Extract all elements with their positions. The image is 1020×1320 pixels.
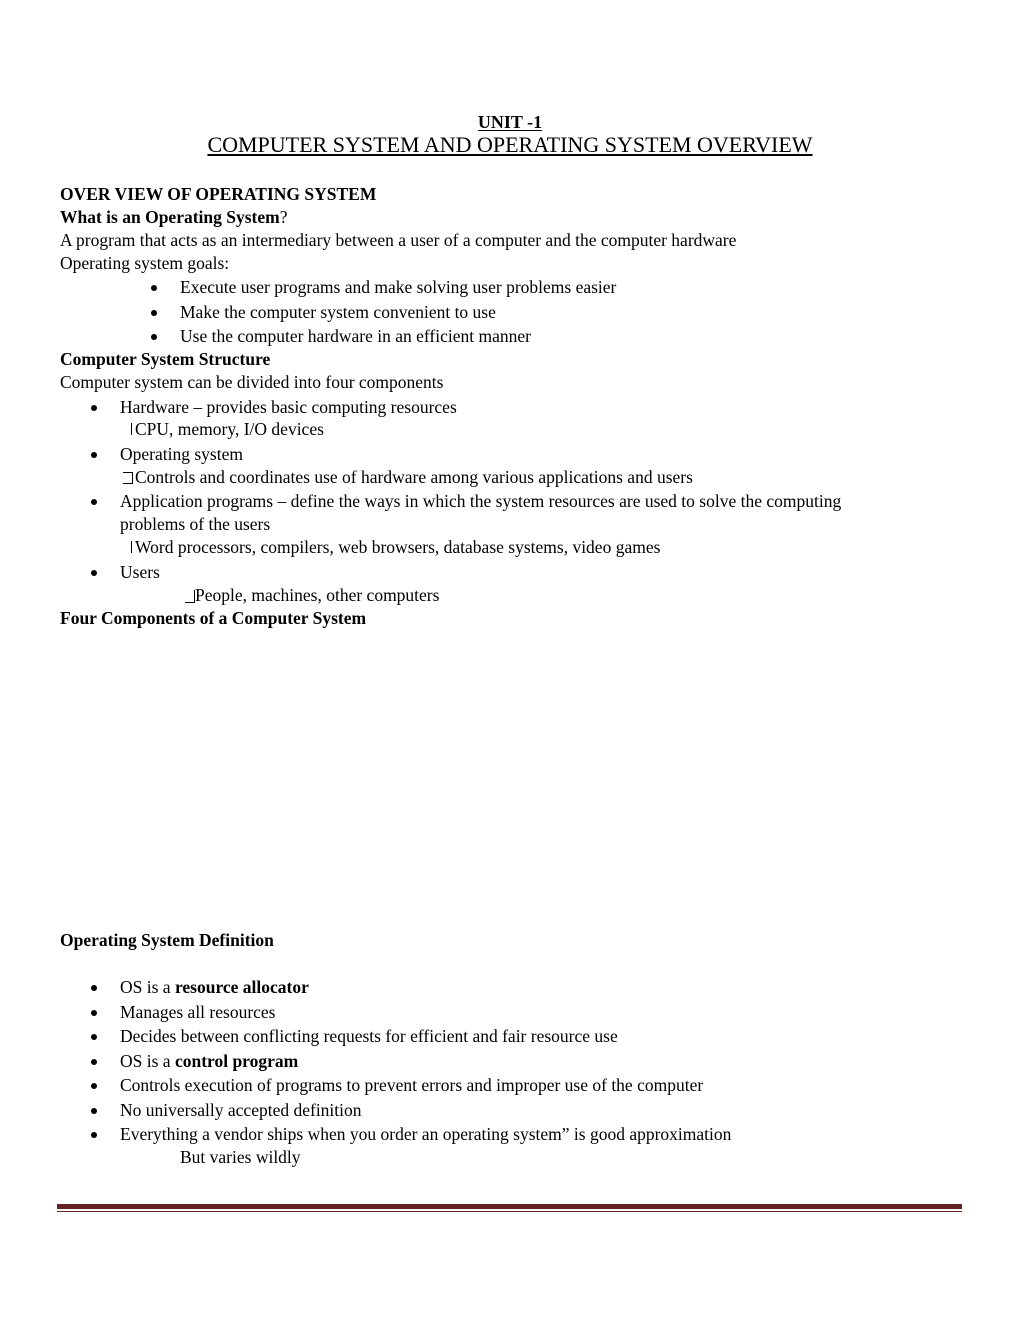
bullet-icon bbox=[91, 1010, 97, 1016]
definition-item-text: OS is a bbox=[120, 1051, 175, 1071]
sub-marker-icon bbox=[131, 541, 132, 553]
sub-marker-icon bbox=[123, 472, 133, 484]
component-item: Hardware – provides basic computing resources bbox=[120, 397, 457, 417]
overview-heading: OVER VIEW OF OPERATING SYSTEM bbox=[60, 184, 377, 204]
definition-item: Manages all resources bbox=[120, 1002, 276, 1022]
definition-item: No universally accepted definition bbox=[120, 1100, 362, 1120]
component-detail: People, machines, other computers bbox=[195, 585, 440, 605]
component-item: Users bbox=[120, 562, 160, 582]
component-item: Operating system bbox=[120, 444, 243, 464]
bullet-icon bbox=[91, 1034, 97, 1040]
goal-item: Make the computer system convenient to use bbox=[180, 302, 496, 322]
component-detail: CPU, memory, I/O devices bbox=[135, 419, 324, 439]
definition-item: Decides between conflicting requests for efficient and fair resource use bbox=[120, 1026, 618, 1046]
bullet-icon bbox=[91, 499, 97, 505]
definition-heading: Operating System Definition bbox=[60, 930, 274, 950]
goal-item: Execute user programs and make solving user problems easier bbox=[180, 277, 617, 297]
question-text: What is an Operating System bbox=[60, 207, 280, 227]
bullet-icon bbox=[91, 1108, 97, 1114]
os-definition-text: A program that acts as an intermediary between a user of a computer and the computer hardware bbox=[60, 230, 737, 250]
bullet-icon bbox=[91, 985, 97, 991]
structure-intro: Computer system can be divided into four components bbox=[60, 372, 444, 392]
bullet-icon bbox=[151, 310, 157, 316]
definition-item: Everything a vendor ships when you order an operating system” is good approximation bbox=[120, 1124, 732, 1144]
component-item: Application programs – define the ways in which the system resources are used to solve the computing bbox=[120, 491, 842, 511]
definition-item bbox=[120, 1050, 298, 1072]
definition-trailing-text: But varies wildly bbox=[180, 1147, 301, 1167]
question-heading bbox=[60, 206, 288, 228]
definition-item bbox=[120, 976, 309, 998]
goal-item: Use the computer hardware in an efficient manner bbox=[180, 326, 531, 346]
unit-label: UNIT -1 bbox=[477, 112, 543, 132]
bullet-icon bbox=[91, 452, 97, 458]
footer-rule-thin bbox=[57, 1211, 962, 1212]
definition-item-emphasis: resource allocator bbox=[174, 977, 309, 997]
bullet-icon bbox=[151, 285, 157, 291]
bullet-icon bbox=[91, 570, 97, 576]
bullet-icon bbox=[151, 334, 157, 340]
goals-intro: Operating system goals: bbox=[60, 253, 230, 273]
sub-marker-icon bbox=[185, 590, 195, 603]
four-components-heading: Four Components of a Computer System bbox=[60, 608, 367, 628]
component-detail: Controls and coordinates use of hardware among various applications and users bbox=[135, 467, 693, 487]
component-item-continued: problems of the users bbox=[120, 514, 271, 534]
component-detail: Word processors, compilers, web browsers, database systems, video games bbox=[135, 537, 661, 557]
page-title: COMPUTER SYSTEM AND OPERATING SYSTEM OVERVIEW bbox=[207, 132, 813, 157]
structure-heading: Computer System Structure bbox=[60, 349, 271, 369]
bullet-icon bbox=[91, 1083, 97, 1089]
bullet-icon bbox=[91, 405, 97, 411]
footer-rule-thick bbox=[57, 1204, 962, 1209]
bullet-icon bbox=[91, 1059, 97, 1065]
definition-item-emphasis: control program bbox=[174, 1051, 299, 1071]
definition-item: Controls execution of programs to prevent errors and improper use of the computer bbox=[120, 1075, 704, 1095]
question-mark: ? bbox=[279, 207, 288, 227]
sub-marker-icon bbox=[131, 423, 132, 435]
definition-item-text: OS is a bbox=[120, 977, 175, 997]
bullet-icon bbox=[91, 1132, 97, 1138]
